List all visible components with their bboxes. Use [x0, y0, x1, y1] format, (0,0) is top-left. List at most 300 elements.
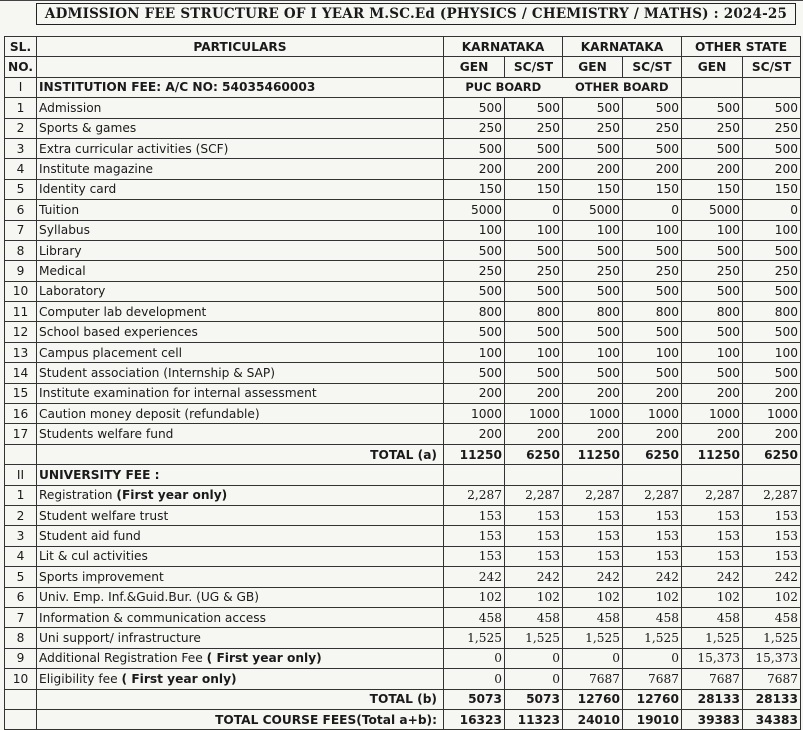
total-amount: 5073: [444, 689, 505, 709]
fee-amount: 500: [505, 98, 563, 118]
fee-item-label: Lit & cul activities: [39, 549, 148, 564]
section-title: INSTITUTION FEE: A/C NO: 54035460003: [37, 77, 444, 97]
fee-amount: 242: [623, 567, 682, 587]
fee-amount: 800: [563, 302, 623, 322]
fee-amount: 500: [444, 240, 505, 260]
row-number: 4: [5, 546, 37, 566]
fee-amount: 1000: [743, 404, 801, 424]
fee-item: Identity card: [37, 179, 444, 199]
fee-amount: 153: [444, 526, 505, 546]
row-number: 10: [5, 669, 37, 689]
table-row: [5, 159, 801, 179]
fee-amount: 0: [743, 200, 801, 220]
row-number: 16: [5, 404, 37, 424]
fee-amount: 250: [563, 261, 623, 281]
row-number: 1: [5, 485, 37, 505]
total-label: TOTAL (b): [37, 689, 444, 709]
fee-amount: 200: [563, 424, 623, 444]
total-amount: 11250: [444, 444, 505, 464]
fee-amount: 500: [505, 138, 563, 158]
fee-item: Institute magazine: [37, 159, 444, 179]
fee-amount: 2,287: [743, 485, 801, 505]
fee-amount: 500: [623, 240, 682, 260]
fee-amount: 153: [682, 505, 743, 525]
section-title: UNIVERSITY FEE :: [37, 465, 444, 485]
fee-item-label: Sports improvement: [39, 569, 164, 584]
fee-amount: 200: [623, 424, 682, 444]
fee-amount: 250: [623, 118, 682, 138]
grand-total-amount: 19010: [623, 709, 682, 729]
fee-item: [37, 628, 444, 648]
grand-total-amount: 24010: [563, 709, 623, 729]
row-number: 13: [5, 342, 37, 362]
fee-amount: 100: [505, 220, 563, 240]
fee-amount: 200: [444, 159, 505, 179]
subcol-header: SC/ST: [623, 57, 682, 77]
fee-amount: 100: [505, 342, 563, 362]
fee-amount: 150: [743, 179, 801, 199]
fee-item: Caution money deposit (refundable): [37, 404, 444, 424]
row-number: 9: [5, 648, 37, 668]
fee-item-note: (First year only): [116, 488, 228, 503]
blank-cell: [505, 465, 563, 485]
fee-amount: 102: [743, 587, 801, 607]
fee-amount: 500: [444, 322, 505, 342]
fee-amount: 150: [623, 179, 682, 199]
fee-item-label: Uni support/ infrastructure: [39, 631, 201, 646]
blank-cell: [743, 465, 801, 485]
fee-amount: 500: [563, 138, 623, 158]
fee-table: [4, 36, 801, 730]
table-row: [5, 628, 801, 648]
total-row: [5, 689, 801, 709]
total-amount: 5073: [505, 689, 563, 709]
fee-amount: 153: [505, 546, 563, 566]
fee-amount: 500: [623, 138, 682, 158]
fee-amount: 153: [563, 546, 623, 566]
fee-amount: 7687: [743, 669, 801, 689]
fee-amount: 200: [563, 383, 623, 403]
fee-amount: 200: [623, 383, 682, 403]
row-number: 11: [5, 302, 37, 322]
fee-amount: 0: [623, 648, 682, 668]
table-row: [5, 567, 801, 587]
fee-item: Library: [37, 240, 444, 260]
fee-amount: 500: [682, 363, 743, 383]
fee-amount: 1,525: [563, 628, 623, 648]
fee-amount: 500: [505, 281, 563, 301]
fee-amount: 500: [682, 138, 743, 158]
fee-amount: 200: [682, 424, 743, 444]
fee-amount: 15,373: [743, 648, 801, 668]
fee-amount: 800: [505, 302, 563, 322]
fee-amount: 150: [505, 179, 563, 199]
row-number: 1: [5, 98, 37, 118]
subcol-header: GEN: [682, 57, 743, 77]
fee-amount: 500: [623, 363, 682, 383]
fee-amount: 102: [563, 587, 623, 607]
fee-amount: 102: [505, 587, 563, 607]
fee-amount: 5000: [682, 200, 743, 220]
table-row: [5, 98, 801, 118]
sl-header: SL.: [5, 37, 37, 57]
fee-amount: 0: [623, 200, 682, 220]
fee-amount: 153: [444, 505, 505, 525]
grand-total-amount: 39383: [682, 709, 743, 729]
table-row: [5, 220, 801, 240]
row-number: 3: [5, 526, 37, 546]
fee-amount: 100: [623, 342, 682, 362]
fee-amount: 500: [563, 322, 623, 342]
blank-cell: [444, 465, 505, 485]
fee-amount: 100: [444, 342, 505, 362]
fee-amount: 242: [444, 567, 505, 587]
fee-amount: 200: [563, 159, 623, 179]
row-number: 2: [5, 505, 37, 525]
fee-amount: 800: [743, 302, 801, 322]
fee-amount: 458: [563, 607, 623, 627]
total-amount: 11250: [682, 444, 743, 464]
fee-item: Syllabus: [37, 220, 444, 240]
blank-cell: [682, 77, 743, 97]
fee-amount: 250: [682, 261, 743, 281]
fee-amount: 5000: [563, 200, 623, 220]
fee-amount: 500: [743, 322, 801, 342]
row-number: 6: [5, 587, 37, 607]
fee-amount: 150: [682, 179, 743, 199]
table-row: [5, 404, 801, 424]
fee-amount: 2,287: [682, 485, 743, 505]
fee-amount: 7687: [682, 669, 743, 689]
fee-amount: 153: [623, 505, 682, 525]
board-label: PUC BOARD: [444, 77, 563, 97]
fee-amount: 200: [682, 383, 743, 403]
row-number: 8: [5, 628, 37, 648]
table-row: [5, 322, 801, 342]
fee-amount: 242: [743, 567, 801, 587]
no-header: NO.: [5, 57, 37, 77]
table-row: [5, 342, 801, 362]
section-number: I: [5, 77, 37, 97]
group-header: KARNATAKA: [444, 37, 563, 57]
fee-amount: 200: [743, 424, 801, 444]
subcol-header: GEN: [444, 57, 505, 77]
fee-amount: 500: [563, 363, 623, 383]
fee-amount: 5000: [444, 200, 505, 220]
fee-amount: 800: [682, 302, 743, 322]
fee-amount: 500: [743, 138, 801, 158]
fee-amount: 458: [743, 607, 801, 627]
fee-item-label: Student welfare trust: [39, 508, 169, 523]
fee-amount: 153: [623, 526, 682, 546]
fee-item-label: Univ. Emp. Inf.&Guid.Bur. (UG & GB): [39, 590, 260, 605]
fee-amount: 200: [444, 383, 505, 403]
fee-amount: 200: [505, 424, 563, 444]
row-number: 17: [5, 424, 37, 444]
row-number: 8: [5, 240, 37, 260]
fee-amount: 500: [505, 322, 563, 342]
blank-cell: [5, 444, 37, 464]
fee-amount: 0: [563, 648, 623, 668]
fee-amount: 100: [682, 342, 743, 362]
fee-item: [37, 607, 444, 627]
fee-item-label: Eligibility fee: [39, 671, 122, 686]
fee-amount: 250: [505, 261, 563, 281]
fee-amount: 500: [682, 322, 743, 342]
table-row: [5, 424, 801, 444]
fee-amount: 15,373: [682, 648, 743, 668]
grand-total-amount: 11323: [505, 709, 563, 729]
total-amount: 6250: [743, 444, 801, 464]
table-row: [5, 505, 801, 525]
fee-amount: 500: [743, 98, 801, 118]
fee-amount: 1000: [563, 404, 623, 424]
particulars-header: PARTICULARS: [37, 37, 444, 57]
fee-item-label: Additional Registration Fee: [39, 651, 207, 666]
fee-amount: 200: [743, 383, 801, 403]
fee-amount: 200: [505, 383, 563, 403]
subcol-header: SC/ST: [743, 57, 801, 77]
fee-item-label: Information & communication access: [39, 610, 266, 625]
table-row: [5, 363, 801, 383]
fee-amount: 7687: [623, 669, 682, 689]
fee-amount: 500: [743, 240, 801, 260]
fee-amount: 100: [743, 220, 801, 240]
table-row: [5, 607, 801, 627]
fee-amount: 200: [623, 159, 682, 179]
fee-item: Tuition: [37, 200, 444, 220]
blank-cell: [682, 465, 743, 485]
table-row: [5, 200, 801, 220]
board-label: OTHER BOARD: [563, 77, 682, 97]
fee-amount: 250: [444, 261, 505, 281]
fee-amount: 500: [444, 281, 505, 301]
row-number: 7: [5, 220, 37, 240]
fee-amount: 458: [682, 607, 743, 627]
total-amount: 28133: [743, 689, 801, 709]
fee-amount: 500: [505, 363, 563, 383]
total-amount: 11250: [563, 444, 623, 464]
fee-amount: 0: [505, 669, 563, 689]
row-number: 10: [5, 281, 37, 301]
fee-item: Campus placement cell: [37, 342, 444, 362]
fee-amount: 200: [743, 159, 801, 179]
fee-amount: 1,525: [682, 628, 743, 648]
fee-amount: 458: [505, 607, 563, 627]
fee-item: Laboratory: [37, 281, 444, 301]
fee-item: [37, 587, 444, 607]
total-label: TOTAL (a): [37, 444, 444, 464]
row-number: 12: [5, 322, 37, 342]
table-row: [5, 526, 801, 546]
header-row: [5, 37, 801, 57]
fee-item: Institute examination for internal assessment: [37, 383, 444, 403]
total-amount: 28133: [682, 689, 743, 709]
table-row: [5, 587, 801, 607]
fee-amount: 153: [563, 505, 623, 525]
subheader-row: [5, 57, 801, 77]
blank-cell: [623, 465, 682, 485]
fee-item: Student association (Internship & SAP): [37, 363, 444, 383]
blank-cell: [5, 689, 37, 709]
fee-amount: 250: [743, 118, 801, 138]
fee-amount: 0: [505, 200, 563, 220]
table-row: [5, 485, 801, 505]
fee-amount: 200: [444, 424, 505, 444]
fee-amount: 500: [623, 98, 682, 118]
blank-cell: [5, 709, 37, 729]
fee-amount: 500: [563, 98, 623, 118]
grand-total-amount: 34383: [743, 709, 801, 729]
fee-item: Students welfare fund: [37, 424, 444, 444]
fee-amount: 0: [444, 648, 505, 668]
total-amount: 6250: [623, 444, 682, 464]
fee-amount: 2,287: [505, 485, 563, 505]
fee-amount: 100: [743, 342, 801, 362]
fee-item-note: ( First year only): [206, 651, 322, 666]
fee-amount: 0: [505, 648, 563, 668]
table-row: [5, 302, 801, 322]
grand-total-label: TOTAL COURSE FEES(Total a+b):: [37, 709, 444, 729]
group-header: KARNATAKA: [563, 37, 682, 57]
table-row: [5, 648, 801, 668]
fee-amount: 242: [563, 567, 623, 587]
fee-amount: 100: [682, 220, 743, 240]
fee-item: [37, 648, 444, 668]
fee-amount: 153: [682, 546, 743, 566]
section-row: [5, 77, 801, 97]
total-row: [5, 444, 801, 464]
total-amount: 6250: [505, 444, 563, 464]
fee-amount: 250: [682, 118, 743, 138]
fee-item: [37, 485, 444, 505]
total-amount: 12760: [563, 689, 623, 709]
fee-amount: 102: [682, 587, 743, 607]
fee-item: [37, 669, 444, 689]
fee-amount: 500: [743, 363, 801, 383]
fee-amount: 500: [743, 281, 801, 301]
table-row: [5, 138, 801, 158]
fee-amount: 1000: [623, 404, 682, 424]
fee-amount: 153: [505, 526, 563, 546]
fee-item: Sports & games: [37, 118, 444, 138]
fee-amount: 153: [505, 505, 563, 525]
fee-amount: 500: [444, 363, 505, 383]
fee-amount: 7687: [563, 669, 623, 689]
blank-cell: [563, 465, 623, 485]
fee-amount: 500: [682, 281, 743, 301]
table-row: [5, 179, 801, 199]
grand-total-amount: 16323: [444, 709, 505, 729]
fee-table-body: [5, 37, 801, 730]
fee-amount: 150: [563, 179, 623, 199]
fee-amount: 500: [505, 240, 563, 260]
total-amount: 12760: [623, 689, 682, 709]
fee-item: Computer lab development: [37, 302, 444, 322]
blank-cell: [37, 57, 444, 77]
row-number: 6: [5, 200, 37, 220]
fee-amount: 1,525: [505, 628, 563, 648]
fee-amount: 102: [623, 587, 682, 607]
fee-amount: 500: [444, 98, 505, 118]
row-number: 7: [5, 607, 37, 627]
fee-item: [37, 546, 444, 566]
fee-item: Extra curricular activities (SCF): [37, 138, 444, 158]
fee-item-label: Registration: [39, 488, 117, 503]
fee-amount: 250: [743, 261, 801, 281]
group-header: OTHER STATE: [682, 37, 801, 57]
fee-amount: 153: [743, 546, 801, 566]
fee-amount: 500: [623, 281, 682, 301]
fee-amount: 200: [682, 159, 743, 179]
table-row: [5, 240, 801, 260]
fee-amount: 242: [505, 567, 563, 587]
fee-amount: 250: [505, 118, 563, 138]
blank-cell: [743, 77, 801, 97]
subcol-header: GEN: [563, 57, 623, 77]
fee-amount: 153: [623, 546, 682, 566]
fee-amount: 500: [682, 240, 743, 260]
fee-amount: 800: [444, 302, 505, 322]
fee-amount: 153: [563, 526, 623, 546]
fee-amount: 2,287: [623, 485, 682, 505]
fee-amount: 1000: [682, 404, 743, 424]
table-row: [5, 383, 801, 403]
table-row: [5, 118, 801, 138]
fee-item: Admission: [37, 98, 444, 118]
fee-amount: 500: [563, 281, 623, 301]
table-row: [5, 546, 801, 566]
fee-amount: 2,287: [444, 485, 505, 505]
row-number: 2: [5, 118, 37, 138]
fee-amount: 200: [505, 159, 563, 179]
fee-amount: 153: [682, 526, 743, 546]
table-row: [5, 669, 801, 689]
row-number: 15: [5, 383, 37, 403]
fee-amount: 1,525: [743, 628, 801, 648]
fee-amount: 100: [623, 220, 682, 240]
fee-amount: 242: [682, 567, 743, 587]
fee-amount: 150: [444, 179, 505, 199]
fee-item: School based experiences: [37, 322, 444, 342]
document-title: ADMISSION FEE STRUCTURE OF I YEAR M.SC.Ed (PHYSICS / CHEMISTRY / MATHS) : 2024-25: [36, 3, 796, 25]
fee-amount: 153: [444, 546, 505, 566]
fee-amount: 1000: [505, 404, 563, 424]
fee-amount: 102: [444, 587, 505, 607]
grand-total-row: [5, 709, 801, 729]
fee-item-note: ( First year only): [121, 671, 237, 686]
fee-amount: 0: [444, 669, 505, 689]
fee-amount: 250: [444, 118, 505, 138]
fee-item: [37, 526, 444, 546]
fee-amount: 800: [623, 302, 682, 322]
section-number: II: [5, 465, 37, 485]
section-row: [5, 465, 801, 485]
fee-amount: 1,525: [444, 628, 505, 648]
fee-item: [37, 567, 444, 587]
row-number: 9: [5, 261, 37, 281]
fee-item: [37, 505, 444, 525]
row-number: 3: [5, 138, 37, 158]
fee-item: Medical: [37, 261, 444, 281]
table-row: [5, 261, 801, 281]
fee-amount: 500: [623, 322, 682, 342]
fee-item-label: Student aid fund: [39, 529, 141, 544]
fee-amount: 2,287: [563, 485, 623, 505]
fee-amount: 500: [563, 240, 623, 260]
fee-amount: 153: [743, 526, 801, 546]
row-number: 4: [5, 159, 37, 179]
